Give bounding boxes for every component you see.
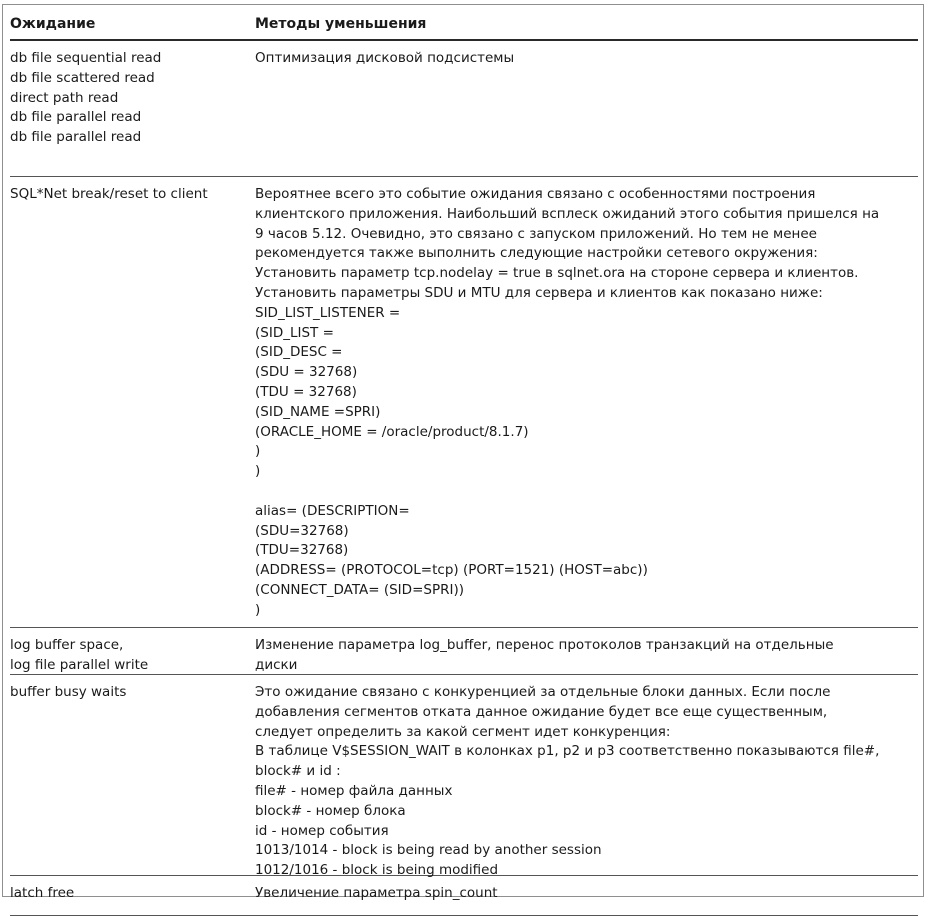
- wait-events-table: [10, 14, 918, 916]
- table-row: [10, 41, 918, 177]
- method-line: alias= (DESCRIPTION=: [255, 502, 410, 519]
- method-line: Увеличение параметра spin_count: [255, 885, 498, 901]
- method-line: ): [255, 443, 261, 460]
- table-row: [10, 628, 918, 675]
- method-line: id - номер события: [255, 822, 389, 839]
- method-line: file# - номер файла данных: [255, 782, 453, 799]
- method-line: (SDU=32768): [255, 522, 349, 539]
- wait-event-line: direct path read: [10, 89, 119, 106]
- method-line: block# - номер блока: [255, 802, 406, 819]
- method-line: диски: [255, 656, 298, 673]
- method-line: В таблице V$SESSION_WAIT в колонках p1, p2 и p3 соответственно показываются file#,: [255, 743, 880, 760]
- table-row: [10, 675, 918, 879]
- method-line: ): [255, 463, 261, 480]
- method-line: (CONNECT_DATA= (SID=SPRI)): [255, 581, 464, 598]
- method-line: Вероятнее всего это событие ожидания связано с особенностями построения: [255, 186, 816, 202]
- method-line: (SID_LIST =: [255, 324, 334, 341]
- wait-event-line: db file parallel read: [10, 109, 142, 126]
- wait-event-line: log buffer space,: [10, 637, 124, 653]
- wait-event-cell: [10, 177, 255, 627]
- method-line: ): [255, 601, 261, 618]
- wait-event-line: latch free: [10, 885, 75, 901]
- wait-event-cell: [10, 41, 255, 176]
- method-cell: [255, 177, 918, 627]
- header-methods: Методы уменьшения: [255, 16, 427, 32]
- method-line: Установить параметр tcp.nodelay = true в sqlnet.ora на стороне сервера и клиентов.: [255, 265, 859, 282]
- method-line: следует определить за какой сегмент идет конкуренция:: [255, 723, 671, 740]
- method-line: block# и id :: [255, 763, 341, 780]
- method-cell: [255, 675, 918, 879]
- method-line: (TDU = 32768): [255, 383, 357, 400]
- method-line: 9 часов 5.12. Очевидно, это связано с запуском приложений. Но тем не менее: [255, 225, 817, 242]
- method-line: добавления сегментов отката данное ожидание будет все еще существенным,: [255, 703, 828, 720]
- table-body: [10, 41, 918, 916]
- table-header: [10, 14, 918, 41]
- wait-event-line: db file scattered read: [10, 69, 155, 86]
- method-line: Изменение параметра log_buffer, перенос протоколов транзакций на отдельные: [255, 637, 834, 653]
- method-line: (SDU = 32768): [255, 364, 358, 381]
- method-line: (ADDRESS= (PROTOCOL=tcp) (PORT=1521) (HOST=abc)): [255, 562, 648, 579]
- table-row: [10, 177, 918, 628]
- method-line: (SID_NAME =SPRI): [255, 403, 381, 420]
- header-wait: Ожидание: [10, 16, 96, 32]
- method-line: (TDU=32768): [255, 542, 349, 559]
- wait-event-cell: [10, 675, 255, 875]
- method-line: 1013/1014 - block is being read by another session: [255, 842, 602, 859]
- method-line: [255, 482, 918, 502]
- method-line: Установить параметры SDU и MTU для сервера и клиентов как показано ниже:: [255, 284, 823, 301]
- wait-event-line: SQL*Net break/reset to client: [10, 186, 208, 202]
- method-line: Это ожидание связано с конкуренцией за отдельные блоки данных. Если после: [255, 684, 831, 700]
- wait-event-line: log file parallel write: [10, 656, 149, 673]
- wait-event-cell: [10, 628, 255, 674]
- method-line: клиентского приложения. Наибольший всплеск ожиданий этого события пришелся на: [255, 205, 880, 222]
- method-cell: [255, 628, 918, 674]
- method-line: рекомендуется также выполнить следующие настройки сетевого окружения:: [255, 245, 818, 262]
- method-line: (ORACLE_HOME = /oracle/product/8.1.7): [255, 423, 529, 440]
- method-line: 1012/1016 - block is being modified: [255, 862, 499, 879]
- wait-event-line: db file sequential read: [10, 50, 162, 66]
- wait-event-line: buffer busy waits: [10, 684, 127, 700]
- wait-event-cell: [10, 876, 255, 915]
- method-line: SID_LIST_LISTENER =: [255, 304, 401, 321]
- method-line: Оптимизация дисковой подсистемы: [255, 50, 515, 66]
- method-cell: [255, 876, 918, 915]
- method-line: (SID_DESC =: [255, 344, 343, 361]
- wait-event-line: db file parallel read: [10, 129, 142, 146]
- method-cell: [255, 41, 918, 176]
- table-row: [10, 876, 918, 916]
